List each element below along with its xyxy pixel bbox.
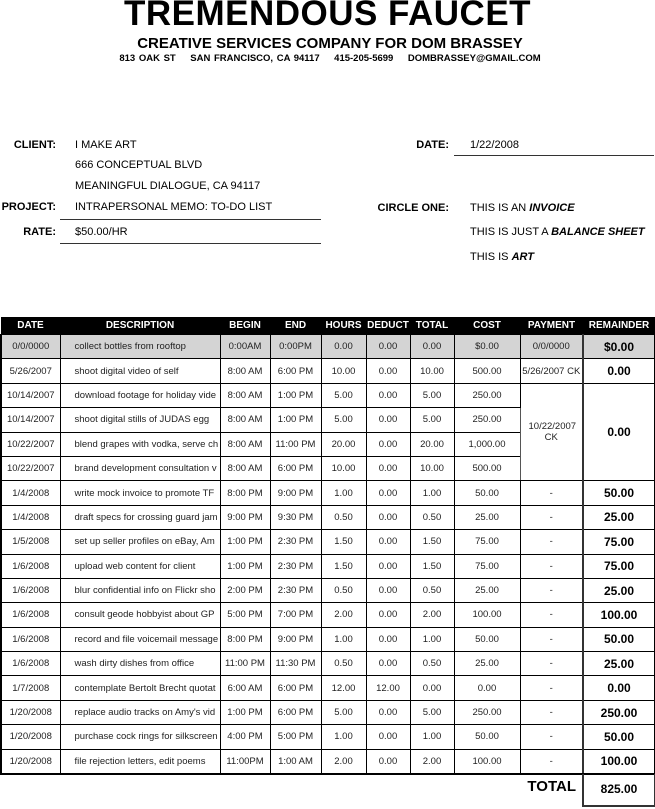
company-address: 813 OAK ST SAN FRANCISCO, CA 94117 415-205-5699 DOMBRASSEY@GMAIL.COM bbox=[119, 53, 541, 64]
cell-desc: shoot digital video of self bbox=[60, 359, 220, 383]
cell-total: 2.00 bbox=[410, 603, 454, 627]
cell-total: 1.00 bbox=[410, 627, 454, 651]
cell-begin: 8:00 AM bbox=[220, 383, 270, 407]
date-value: 1/22/2008 bbox=[470, 139, 519, 151]
cell-desc: set up seller profiles on eBay, Am bbox=[60, 530, 220, 554]
cell-total: 1.50 bbox=[410, 554, 454, 578]
cell-deduct: 0.00 bbox=[366, 725, 410, 749]
cell-end: 11:00 PM bbox=[270, 432, 321, 456]
column-header-description: DESCRIPTION bbox=[60, 317, 220, 335]
column-header-deduct: DEDUCT bbox=[366, 317, 410, 335]
cell-remainder: $0.00 bbox=[583, 335, 655, 359]
cell-date: 10/22/2007 bbox=[1, 456, 60, 480]
table-row bbox=[1, 335, 655, 359]
table-row bbox=[1, 554, 655, 578]
cell-remainder-merged: 0.00 bbox=[583, 383, 655, 481]
total-value: 825.00 bbox=[582, 774, 655, 807]
cell-remainder: 250.00 bbox=[583, 700, 655, 724]
cell-begin: 8:00 PM bbox=[220, 627, 270, 651]
table-row bbox=[1, 676, 655, 700]
cell-remainder: 25.00 bbox=[583, 652, 655, 676]
cell-desc: blend grapes with vodka, serve ch bbox=[60, 432, 220, 456]
cell-total: 10.00 bbox=[410, 456, 454, 480]
table-row bbox=[1, 530, 655, 554]
cell-begin: 1:00 PM bbox=[220, 700, 270, 724]
cell-deduct: 0.00 bbox=[366, 627, 410, 651]
cell-deduct: 0.00 bbox=[366, 505, 410, 529]
cell-remainder: 100.00 bbox=[583, 749, 655, 774]
cell-deduct: 0.00 bbox=[366, 652, 410, 676]
cell-hours: 5.00 bbox=[321, 700, 366, 724]
cell-hours: 0.50 bbox=[321, 652, 366, 676]
cell-cost: 500.00 bbox=[454, 359, 520, 383]
cell-begin: 5:00 PM bbox=[220, 603, 270, 627]
cell-desc: brand development consultation v bbox=[60, 456, 220, 480]
table-row bbox=[1, 603, 655, 627]
cell-hours: 1.50 bbox=[321, 554, 366, 578]
cell-cost: 25.00 bbox=[454, 578, 520, 602]
cell-end: 7:00 PM bbox=[270, 603, 321, 627]
cell-desc: write mock invoice to promote TF bbox=[60, 481, 220, 505]
cell-desc: contemplate Bertolt Brecht quotat bbox=[60, 676, 220, 700]
cell-total: 0.00 bbox=[410, 676, 454, 700]
cell-payment: - bbox=[520, 652, 583, 676]
client-name: I MAKE ART bbox=[75, 139, 137, 151]
cell-hours: 10.00 bbox=[321, 359, 366, 383]
cell-cost: 50.00 bbox=[454, 725, 520, 749]
cell-hours: 0.50 bbox=[321, 578, 366, 602]
cell-date: 1/4/2008 bbox=[1, 505, 60, 529]
cell-deduct: 0.00 bbox=[366, 481, 410, 505]
cell-total: 0.50 bbox=[410, 578, 454, 602]
cell-date: 5/26/2007 bbox=[1, 359, 60, 383]
table-row bbox=[1, 749, 655, 774]
cell-remainder: 50.00 bbox=[583, 481, 655, 505]
cell-hours: 1.00 bbox=[321, 725, 366, 749]
cell-hours: 0.00 bbox=[321, 335, 366, 359]
circle-option-balance-sheet[interactable]: THIS IS JUST A BALANCE SHEET bbox=[470, 226, 645, 238]
cell-total: 5.00 bbox=[410, 383, 454, 407]
table-row bbox=[1, 700, 655, 724]
cell-cost: 50.00 bbox=[454, 481, 520, 505]
cell-cost: 250.00 bbox=[454, 408, 520, 432]
cell-date: 1/20/2008 bbox=[1, 700, 60, 724]
total-label: TOTAL bbox=[527, 778, 576, 795]
cell-date: 1/6/2008 bbox=[1, 578, 60, 602]
cell-date: 10/22/2007 bbox=[1, 432, 60, 456]
cell-total: 0.00 bbox=[410, 335, 454, 359]
cell-remainder: 75.00 bbox=[583, 530, 655, 554]
table-row bbox=[1, 652, 655, 676]
cell-remainder: 25.00 bbox=[583, 505, 655, 529]
cell-begin: 8:00 AM bbox=[220, 408, 270, 432]
cell-cost: 250.00 bbox=[454, 383, 520, 407]
cell-remainder: 25.00 bbox=[583, 578, 655, 602]
cell-hours: 0.50 bbox=[321, 505, 366, 529]
cell-end: 2:30 PM bbox=[270, 554, 321, 578]
cell-date: 1/6/2008 bbox=[1, 554, 60, 578]
cell-date: 1/6/2008 bbox=[1, 603, 60, 627]
column-header-remainder: REMAINDER bbox=[583, 317, 655, 335]
rate-underline bbox=[60, 243, 321, 244]
cell-remainder: 50.00 bbox=[583, 725, 655, 749]
cell-deduct: 0.00 bbox=[366, 603, 410, 627]
project-value: INTRAPERSONAL MEMO: TO-DO LIST bbox=[75, 201, 273, 213]
cell-payment: - bbox=[520, 481, 583, 505]
project-underline bbox=[60, 219, 321, 220]
rate-value: $50.00/HR bbox=[75, 226, 128, 238]
cell-payment: - bbox=[520, 725, 583, 749]
cell-payment: - bbox=[520, 554, 583, 578]
cell-total: 20.00 bbox=[410, 432, 454, 456]
cell-desc: upload web content for client bbox=[60, 554, 220, 578]
cell-begin: 8:00 AM bbox=[220, 432, 270, 456]
cell-end: 5:00 PM bbox=[270, 725, 321, 749]
cell-hours: 1.50 bbox=[321, 530, 366, 554]
cell-cost: 500.00 bbox=[454, 456, 520, 480]
cell-total: 0.50 bbox=[410, 505, 454, 529]
cell-cost: 25.00 bbox=[454, 505, 520, 529]
cell-desc: wash dirty dishes from office bbox=[60, 652, 220, 676]
cell-date: 1/20/2008 bbox=[1, 749, 60, 774]
cell-desc: download footage for holiday vide bbox=[60, 383, 220, 407]
cell-end: 9:30 PM bbox=[270, 505, 321, 529]
cell-date: 1/20/2008 bbox=[1, 725, 60, 749]
invoice-table bbox=[0, 317, 655, 775]
cell-hours: 20.00 bbox=[321, 432, 366, 456]
cell-total: 1.50 bbox=[410, 530, 454, 554]
cell-begin: 2:00 PM bbox=[220, 578, 270, 602]
cell-desc: draft specs for crossing guard jam bbox=[60, 505, 220, 529]
cell-date: 1/6/2008 bbox=[1, 652, 60, 676]
cell-date: 1/4/2008 bbox=[1, 481, 60, 505]
cell-begin: 4:00 PM bbox=[220, 725, 270, 749]
cell-remainder: 50.00 bbox=[583, 627, 655, 651]
cell-deduct: 0.00 bbox=[366, 383, 410, 407]
cell-payment: - bbox=[520, 700, 583, 724]
cell-payment: - bbox=[520, 627, 583, 651]
cell-end: 6:00 PM bbox=[270, 676, 321, 700]
cell-deduct: 0.00 bbox=[366, 335, 410, 359]
cell-remainder: 0.00 bbox=[583, 359, 655, 383]
cell-end: 1:00 PM bbox=[270, 408, 321, 432]
cell-payment-merged: 10/22/2007 CK bbox=[520, 383, 583, 481]
cell-date: 1/7/2008 bbox=[1, 676, 60, 700]
company-name: TREMENDOUS FAUCET bbox=[123, 0, 532, 33]
cell-total: 5.00 bbox=[410, 408, 454, 432]
cell-payment: - bbox=[520, 530, 583, 554]
cell-end: 1:00 PM bbox=[270, 383, 321, 407]
cell-cost: 250.00 bbox=[454, 700, 520, 724]
cell-cost: 75.00 bbox=[454, 554, 520, 578]
cell-payment: - bbox=[520, 505, 583, 529]
cell-remainder: 100.00 bbox=[583, 603, 655, 627]
cell-total: 1.00 bbox=[410, 725, 454, 749]
cell-end: 6:00 PM bbox=[270, 700, 321, 724]
circle-option-art[interactable]: THIS IS ART bbox=[470, 251, 534, 263]
cell-cost: 100.00 bbox=[454, 603, 520, 627]
cell-end: 2:30 PM bbox=[270, 530, 321, 554]
cell-begin: 1:00 PM bbox=[220, 554, 270, 578]
cell-desc: purchase cock rings for silkscreen bbox=[60, 725, 220, 749]
table-header-row bbox=[1, 317, 655, 335]
cell-begin: 0:00AM bbox=[220, 335, 270, 359]
table-row bbox=[1, 481, 655, 505]
cell-payment: - bbox=[520, 578, 583, 602]
cell-total: 5.00 bbox=[410, 700, 454, 724]
cell-cost: 75.00 bbox=[454, 530, 520, 554]
cell-payment: 5/26/2007 CK bbox=[520, 359, 583, 383]
cell-desc: replace audio tracks on Amy's vid bbox=[60, 700, 220, 724]
cell-cost: 100.00 bbox=[454, 749, 520, 774]
cell-end: 6:00 PM bbox=[270, 359, 321, 383]
cell-cost: $0.00 bbox=[454, 335, 520, 359]
table-row bbox=[1, 578, 655, 602]
cell-deduct: 0.00 bbox=[366, 408, 410, 432]
cell-begin: 8:00 AM bbox=[220, 359, 270, 383]
cell-hours: 2.00 bbox=[321, 603, 366, 627]
cell-cost: 1,000.00 bbox=[454, 432, 520, 456]
cell-end: 2:30 PM bbox=[270, 578, 321, 602]
column-header-hours: HOURS bbox=[321, 317, 366, 335]
cell-date: 10/14/2007 bbox=[1, 383, 60, 407]
cell-payment: - bbox=[520, 676, 583, 700]
cell-desc: file rejection letters, edit poems bbox=[60, 749, 220, 774]
cell-hours: 10.00 bbox=[321, 456, 366, 480]
column-header-cost: COST bbox=[454, 317, 520, 335]
cell-date: 1/5/2008 bbox=[1, 530, 60, 554]
cell-begin: 6:00 AM bbox=[220, 676, 270, 700]
cell-end: 11:30 PM bbox=[270, 652, 321, 676]
column-header-date: DATE bbox=[1, 317, 60, 335]
table-row bbox=[1, 383, 655, 407]
cell-begin: 8:00 PM bbox=[220, 481, 270, 505]
cell-begin: 11:00 PM bbox=[220, 652, 270, 676]
cell-remainder: 0.00 bbox=[583, 676, 655, 700]
rate-label: RATE: bbox=[23, 226, 56, 238]
cell-hours: 12.00 bbox=[321, 676, 366, 700]
cell-desc: consult geode hobbyist about GP bbox=[60, 603, 220, 627]
cell-deduct: 0.00 bbox=[366, 578, 410, 602]
cell-deduct: 0.00 bbox=[366, 359, 410, 383]
cell-begin: 9:00 PM bbox=[220, 505, 270, 529]
cell-payment: - bbox=[520, 603, 583, 627]
column-header-total: TOTAL bbox=[410, 317, 454, 335]
cell-deduct: 0.00 bbox=[366, 530, 410, 554]
client-label: CLIENT: bbox=[13, 139, 56, 151]
cell-total: 1.00 bbox=[410, 481, 454, 505]
cell-payment: - bbox=[520, 749, 583, 774]
column-header-payment: PAYMENT bbox=[520, 317, 583, 335]
cell-end: 1:00 AM bbox=[270, 749, 321, 774]
cell-hours: 1.00 bbox=[321, 627, 366, 651]
cell-hours: 5.00 bbox=[321, 383, 366, 407]
table-row bbox=[1, 725, 655, 749]
table-row bbox=[1, 627, 655, 651]
column-header-begin: BEGIN bbox=[220, 317, 270, 335]
cell-deduct: 0.00 bbox=[366, 749, 410, 774]
cell-desc: record and file voicemail message bbox=[60, 627, 220, 651]
circle-option-invoice[interactable]: THIS IS AN INVOICE bbox=[470, 202, 575, 214]
table-body bbox=[1, 335, 655, 775]
project-label: PROJECT: bbox=[1, 201, 56, 213]
cell-date: 0/0/0000 bbox=[1, 335, 60, 359]
cell-begin: 11:00PM bbox=[220, 749, 270, 774]
cell-deduct: 0.00 bbox=[366, 456, 410, 480]
cell-desc: blur confidential info on Flickr sho bbox=[60, 578, 220, 602]
table-row bbox=[1, 359, 655, 383]
cell-desc: collect bottles from rooftop bbox=[60, 335, 220, 359]
cell-end: 0:00PM bbox=[270, 335, 321, 359]
cell-total: 10.00 bbox=[410, 359, 454, 383]
cell-date: 10/14/2007 bbox=[1, 408, 60, 432]
cell-remainder: 75.00 bbox=[583, 554, 655, 578]
cell-desc: shoot digital stills of JUDAS egg bbox=[60, 408, 220, 432]
cell-end: 6:00 PM bbox=[270, 456, 321, 480]
cell-deduct: 0.00 bbox=[366, 554, 410, 578]
cell-date: 1/6/2008 bbox=[1, 627, 60, 651]
table-row bbox=[1, 505, 655, 529]
cell-deduct: 12.00 bbox=[366, 676, 410, 700]
cell-cost: 0.00 bbox=[454, 676, 520, 700]
column-header-end: END bbox=[270, 317, 321, 335]
date-underline bbox=[454, 155, 654, 156]
cell-begin: 1:00 PM bbox=[220, 530, 270, 554]
cell-total: 0.50 bbox=[410, 652, 454, 676]
cell-begin: 8:00 AM bbox=[220, 456, 270, 480]
client-street: 666 CONCEPTUAL BLVD bbox=[75, 159, 203, 171]
cell-total: 2.00 bbox=[410, 749, 454, 774]
cell-hours: 1.00 bbox=[321, 481, 366, 505]
cell-end: 9:00 PM bbox=[270, 481, 321, 505]
date-label: DATE: bbox=[416, 139, 449, 151]
cell-end: 9:00 PM bbox=[270, 627, 321, 651]
cell-cost: 25.00 bbox=[454, 652, 520, 676]
cell-hours: 2.00 bbox=[321, 749, 366, 774]
client-city: MEANINGFUL DIALOGUE, CA 94117 bbox=[75, 180, 261, 192]
cell-payment: 0/0/0000 bbox=[520, 335, 583, 359]
cell-cost: 50.00 bbox=[454, 627, 520, 651]
cell-hours: 5.00 bbox=[321, 408, 366, 432]
cell-deduct: 0.00 bbox=[366, 432, 410, 456]
company-tagline: CREATIVE SERVICES COMPANY FOR DOM BRASSEY bbox=[137, 35, 523, 52]
cell-deduct: 0.00 bbox=[366, 700, 410, 724]
circle-one-label: CIRCLE ONE: bbox=[377, 202, 449, 214]
